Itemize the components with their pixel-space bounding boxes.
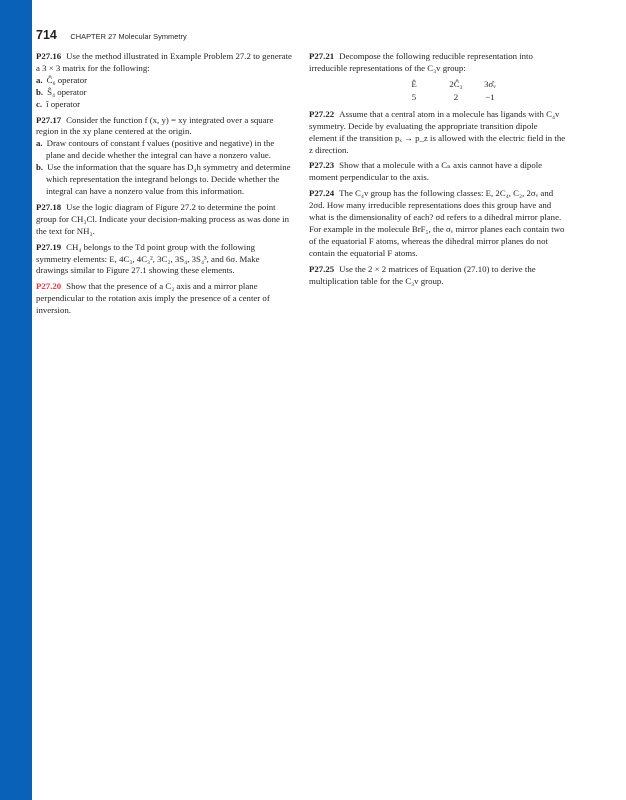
problem-p27-21 — [309, 51, 566, 104]
table-header: 2Ĉ₃ — [449, 78, 463, 89]
problem-text: Use the 2 × 2 matrices of Equation (27.10) to derive the multiplication table for the C₃v group. — [309, 263, 536, 286]
problem-number: P27.23 — [309, 160, 335, 171]
problem-number-highlighted: P27.20 — [36, 281, 62, 292]
character-table — [389, 78, 566, 104]
left-column — [36, 51, 292, 321]
page-number: 714 — [36, 28, 57, 42]
table-header: Ê — [411, 78, 417, 89]
problem-p27-18 — [36, 202, 292, 238]
blue-side-bar — [0, 0, 32, 800]
problem-p27-22 — [309, 109, 566, 157]
page-header — [36, 26, 187, 44]
problem-p27-19 — [36, 242, 292, 278]
problem-text: Show that the presence of a C₂ axis and a mirror plane perpendicular to the rotation axis imply the presence of a center of inversion. — [36, 281, 270, 316]
problem-text: Show that a molecule with a Cₙ axis cannot have a dipole moment perpendicular to the axis. — [309, 160, 543, 183]
problem-number: P27.19 — [36, 241, 62, 252]
problem-number: P27.18 — [36, 201, 62, 212]
problem-text: Decompose the following reducible representation into irreducible representations of the C₃v group: — [309, 51, 533, 73]
table-cell: 5 — [411, 91, 417, 102]
problem-p27-24 — [309, 188, 566, 259]
problem-text: CH₄ belongs to the Td point group with the following symmetry elements: E, 4C₃, 4C₃², 3C₂, 3S₄, 3S₄³, and 6σ. Make drawings similar to Figure 27.1 showing these elements. — [36, 241, 260, 276]
problem-text: The C₄v group has the following classes: E, 2C₄, C₂, 2σᵥ and 2σd. How many irreducible representations does this group have and what is the dimensionality of each? σd refers to a dihedral mirror plane. For example in the molecule BrF₅, the σᵥ mirror planes each contain two of the equatorial F atoms, whereas the dihedral mirror planes do not contain the equatorial F atoms. — [309, 188, 565, 258]
part-a: a. Ĉ₆ operator — [36, 74, 88, 85]
table-header: 3σ̂ᵥ — [484, 78, 496, 89]
problem-number: P27.21 — [309, 51, 335, 61]
problem-p27-23 — [309, 160, 566, 184]
problem-p27-17 — [36, 115, 292, 198]
part-b: b. Ŝ₄ operator — [36, 86, 87, 97]
problem-p27-16 — [36, 51, 292, 111]
right-column — [309, 51, 566, 292]
problem-p27-25 — [309, 264, 566, 288]
problem-p27-20 — [36, 281, 292, 317]
problem-text: Use the logic diagram of Figure 27.2 to determine the point group for CH₃Cl. Indicate your decision-making process as was done in the text for NH₃. — [36, 201, 289, 236]
problem-number: P27.17 — [36, 114, 62, 125]
problem-number: P27.16 — [36, 51, 62, 61]
table-cell: 2 — [453, 91, 459, 102]
problem-number: P27.25 — [309, 263, 335, 274]
part-a: a. Draw contours of constant f values (positive and negative) in the plane and decide whether the integral can have a nonzero value. — [36, 138, 275, 161]
part-b: b. Use the information that the square has D₄h symmetry and determine which representation the integrand belongs to. Decide whether the integral can have a nonzero value from this information. — [36, 162, 291, 196]
table-cell: −1 — [485, 91, 495, 102]
problem-number: P27.22 — [309, 108, 335, 119]
problem-number: P27.24 — [309, 188, 335, 199]
problem-text: Assume that a central atom in a molecule has ligands with C₄v symmetry. Decide by evaluating the appropriate transition dipole element if the transition pₓ → p_z is allowed with the electric field in the z direction. — [309, 108, 566, 155]
problem-text: Consider the function f (x, y) = xy integrated over a square region in the xy plane centered at the origin. — [36, 114, 274, 137]
problem-text: Use the method illustrated in Example Problem 27.2 to generate a 3 × 3 matrix for the following: — [36, 51, 292, 73]
chapter-title: CHAPTER 27 Molecular Symmetry — [70, 32, 187, 41]
part-c: c. î operator — [36, 98, 81, 109]
